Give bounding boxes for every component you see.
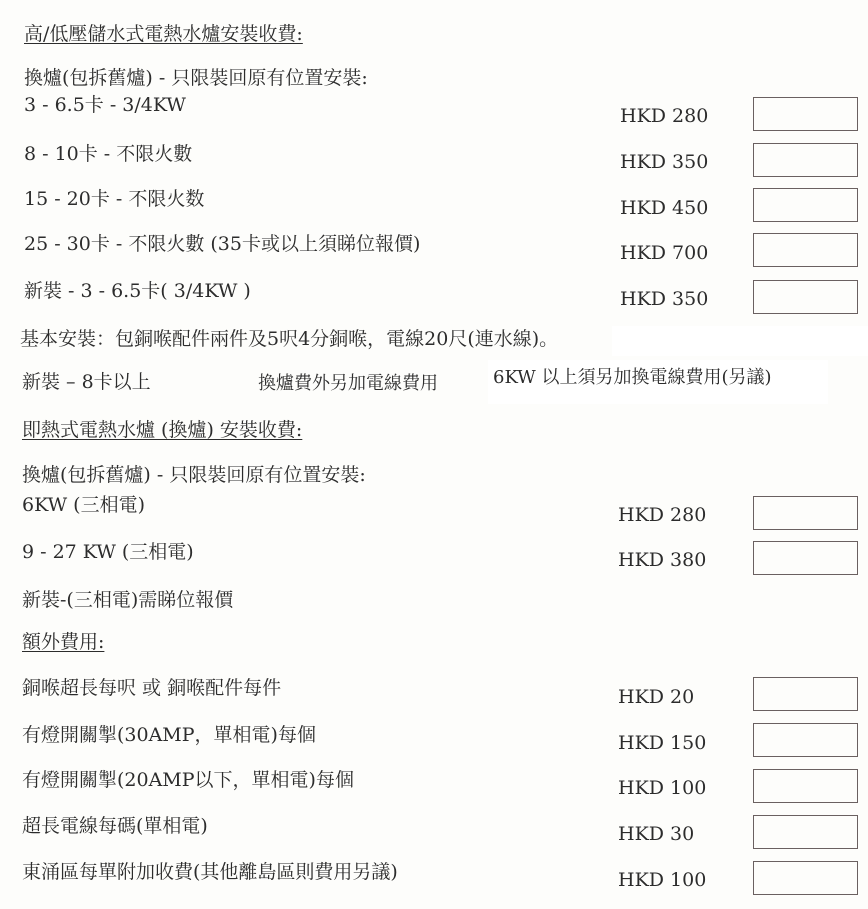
section1-item-label: 8 - 10卡 - 不限火數 xyxy=(24,143,193,165)
price-checkbox[interactable] xyxy=(753,188,858,222)
section3-item-label: 超長電線每碼(單相電) xyxy=(22,815,208,837)
price-checkbox[interactable] xyxy=(753,723,858,757)
section3-item-price: HKD 150 xyxy=(618,732,707,754)
section1-item-price: HKD 350 xyxy=(620,288,709,310)
section2-item-label: 9 - 27 KW (三相電) xyxy=(22,541,194,563)
white-patch xyxy=(612,326,868,356)
kw-note: 6KW 以上須另加換電線費用(另議) xyxy=(493,367,772,388)
price-checkbox[interactable] xyxy=(753,97,858,131)
section3-item-price: HKD 100 xyxy=(618,869,707,891)
price-checkbox[interactable] xyxy=(753,541,858,575)
section2-item-price: HKD 380 xyxy=(618,549,707,571)
wire-fee-note: 換爐費外另加電線費用 xyxy=(258,373,438,394)
section3-item-price: HKD 20 xyxy=(618,686,695,708)
new-install-note: 新裝 – 8卡以上 xyxy=(22,371,151,393)
section1-item-price: HKD 450 xyxy=(620,197,709,219)
basic-install-note: 基本安裝：包銅喉配件兩件及5呎4分銅喉，電線20尺(連水線)。 xyxy=(20,328,559,350)
section1-item-price: HKD 700 xyxy=(620,242,709,264)
section3-item-label: 有燈開關掣(20AMP以下，單相電)每個 xyxy=(22,769,354,791)
section1-title: 高/低壓儲水式電熱水爐安裝收費: xyxy=(24,23,303,45)
price-checkbox[interactable] xyxy=(753,233,858,267)
section3-item-label: 東涌區每單附加收費(其他離島區則費用另議) xyxy=(22,861,398,883)
price-checkbox[interactable] xyxy=(753,769,858,803)
price-checkbox[interactable] xyxy=(753,143,858,177)
section2-title: 即熱式電熱水爐 (換爐) 安裝收費: xyxy=(22,419,303,441)
section1-item-price: HKD 350 xyxy=(620,151,709,173)
section1-item-label: 新裝 - 3 - 6.5卡( 3/4KW ) xyxy=(24,280,251,302)
price-checkbox[interactable] xyxy=(753,280,858,314)
section1-item-label: 25 - 30卡 - 不限火數 (35卡或以上須睇位報價) xyxy=(24,233,421,255)
section1-item-label: 15 - 20卡 - 不限火数 xyxy=(24,188,205,210)
section2-new-install: 新裝-(三相電)需睇位報價 xyxy=(22,589,234,611)
section3-item-label: 銅喉超長每呎 或 銅喉配件每件 xyxy=(22,677,282,699)
section2-subtitle: 換爐(包拆舊爐) - 只限裝回原有位置安裝: xyxy=(22,464,366,486)
price-checkbox[interactable] xyxy=(753,815,858,849)
section3-title: 額外費用: xyxy=(22,631,105,653)
section2-item-price: HKD 280 xyxy=(618,504,707,526)
section2-item-label: 6KW (三相電) xyxy=(22,494,145,516)
price-checkbox[interactable] xyxy=(753,861,858,895)
section1-subtitle: 換爐(包拆舊爐) - 只限裝回原有位置安裝: xyxy=(24,67,368,89)
price-checkbox[interactable] xyxy=(753,677,858,711)
section1-item-price: HKD 280 xyxy=(620,105,709,127)
price-checkbox[interactable] xyxy=(753,496,858,530)
section1-item-label: 3 - 6.5卡 - 3/4KW xyxy=(24,94,186,116)
section3-item-price: HKD 100 xyxy=(618,777,707,799)
section3-item-label: 有燈開關掣(30AMP，單相電)每個 xyxy=(22,724,316,746)
section3-item-price: HKD 30 xyxy=(618,823,695,845)
